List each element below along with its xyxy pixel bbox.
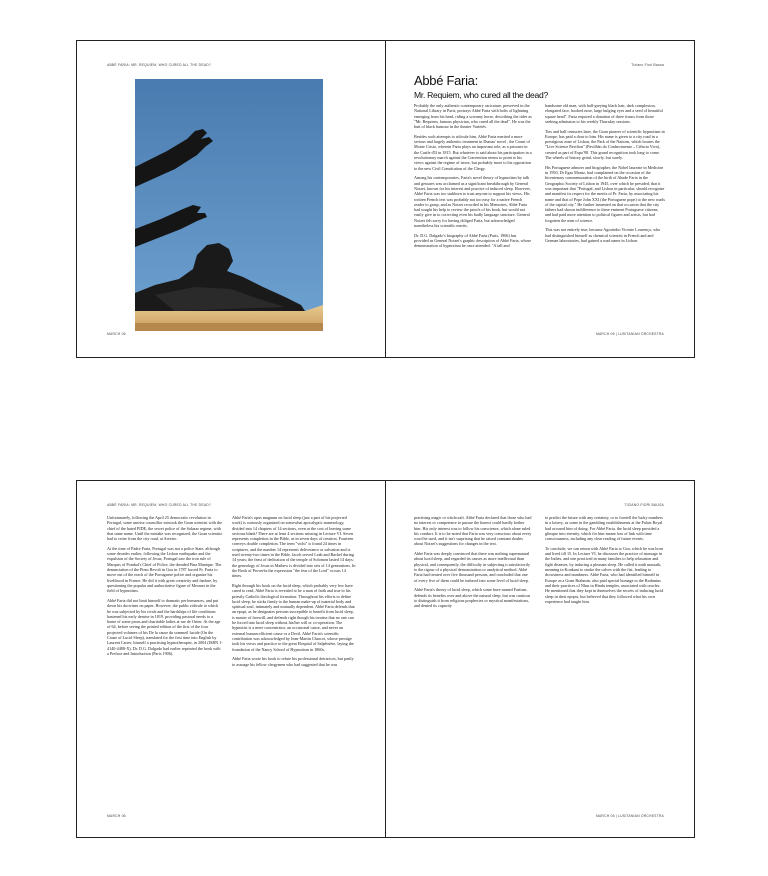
paragraph: At the time of Padre Faria, Portugal was not a police State, although some decades earlier, following the Lisbon earthquake and the expulsion of the Society of Jesus, Portugal saw the iron rule of Marquis of Pombal's Chief of Police, the dreaded Pina Manique. The denunciation of the Pinto Revolt in Goa in 1787 forced Fr. Faria to move out of the reach of the Portuguese police and organize his livelihood in France. He did it with great creativity and fanfare, by questioning the popular and authoritative figure of Mesmer in the field of hypnotism. bbox=[107, 545, 222, 594]
text-column-2 bbox=[232, 515, 356, 671]
statue-photo bbox=[135, 79, 323, 331]
paragraph: to predict the future with any certainty, or to foretell the lucky numbers in a lottery, as some in the gambling establishments at the Palais Royal had accused him of doing. For Abbé Faria, the lucid sleep provided a glimpse into eternity, which for him meant loss of link with time consciousness, including any clear reading of future events. bbox=[545, 515, 663, 542]
text-column-1 bbox=[107, 515, 223, 661]
paragraph: Dr. D.G. Dalgado's biography of Abbé Faria (Paris, 1906) has provided as General Noizet's graphic description of Abbé Faria, whose demonstration of hypnotism he once attended: "A tall and bbox=[414, 232, 532, 249]
paragraph: Abbé Faria was deeply convinced that there was nothing supernatural about lucid sleep, and regarded its causes as more intellectual than physical, and consequently, the difficulty in subjecting it satisfactorily to the rigour of a physical demonstration or analytical method. Abbé Faria had treated over five thousand persons, and concluded that one of every five of them could be induced into some level of lucid sleep. bbox=[414, 551, 531, 583]
paragraph: Among his contemporaries, Faria's novel theory of hypnotism by talk and gestures was acclaimed as a significant breakthrough by General Noizet, known for his interest and practice of induced sleep. However, Abbé Faria was too stubborn to trust anyone to support his views. His written French text was probably not too easy for a native French reader to grasp, and as Noizet recorded in his Memoires, Abbé Faria had sought his help to review the proofs of his book, but would not easily give in to correcting even his badly language structure. General Noizet felt sorry for having obliged Faria, but acknowledged nonetheless his scientific merits. bbox=[414, 175, 531, 229]
text-column-1 bbox=[414, 515, 532, 613]
article-subtitle: Mr. Requiem, who cured all the dead? bbox=[414, 90, 548, 100]
paragraph: Besides such attempts to ridicule him, Abbé Faria merited a more serious and largely authentic treatment in Dumas' novel , the Count of Monte Cristo, wherein Faria plays an important role, as a prisoner in the Castle d'If in 1815. But whatever is said about his participation in a revolutionary march against the Convention seems to point to his views against the regime of terror, but probably more to his opposition to the new Civil Constitution of the Clergy. bbox=[414, 133, 532, 171]
text-column-2 bbox=[545, 515, 665, 609]
paragraph: His Portuguese admirer and biographer, the Nobel laureate in Medicine in 1950, Dr Egas Moniz, had complained on the occasion of the bicentenary commemoration of the birth of Abade Faria in the Geographic Society of Lisbon in 1945, over which he presided, that it was important that "Portugal, and Lisbon in particular, should recognize and manifest its respect for the merits of Pr. Faria, by associating his name and that of Pope John XXI (the Portuguese pope) to the new roads of the capital city." He further lamented on that occasion that the city fathers had shown indifference to these eminent Portuguese citizens, and had paid more attention to political figures and artists, but had forgotten the men of science. bbox=[545, 164, 665, 223]
article-title: Abbé Faria: bbox=[414, 73, 478, 88]
running-head: TIZIANO FIORI BAUSA bbox=[624, 503, 664, 507]
running-head: Tiziano Fiori Bausa bbox=[631, 63, 664, 67]
statue-hands-image bbox=[135, 79, 323, 331]
page-left-1 bbox=[77, 41, 385, 357]
paragraph: Abbé Faria wrote his book to refute his professional detractors, but partly to assuage his fellow clergymen who had suggested that he was bbox=[232, 656, 354, 667]
paragraph: Abbé Faria's opus magnum on lucid sleep (just a part of his projected work) is curiously organized on somewhat apocalyptic numerology, divided into 14 chapters of 14 sections, even at the cost of leaving some sections blank! There are at least 4 sections missing in Lecture VI. Seven represents completion in the Bible, as in seven days of creation. Fourteen conveys double completion. The term "vichi" is found 24 times in scriptures, and the number 14 represents deliverance or salvation and is used twenty-two times in the Bible. Jacob served Leah and Rachel during 14 years; the feast of dedication of the temple of Solomon lasted 14 days; the genealogy of Jesus in Mathew is divided into sets of 14 generations. In the Book of Proverbs the expression "the fear of the Lord" occurs 14 times. bbox=[232, 515, 356, 579]
paragraph: Abbé Faria's theory of lucid sleep, which some have named Fariism, defends its benefits over and above the natural sleep, but was cautious to distinguish it from religious prophecies or mystical manifestations, and denied its capacity bbox=[414, 587, 531, 609]
paragraph: Abbé Faria did not limit himself to dramatic performances, and put down his doctrines on paper. However, the public ridicule to which he was subjected by his rivals and the hardships of life conditions hastened his early demise in 1819, providing pastoral needs to a home of some pious and charitable ladies at rue de Ortier. At the age of 64, before seeing the printed edition of the first of the four projected volumes of his De la cause du sommeil lucide (On the Cause of Lucid Sleep), translated for the first time into English by Laurent Carrer, himself a practising hypnotherapist, in 2004 (ISBN 1-4140-4488-X). Dr. D.G. Dalgado had earlier reprinted the book with a Preface and Introduction (Paris 1906). bbox=[107, 597, 223, 656]
page-right-2 bbox=[386, 481, 694, 837]
paragraph: To conclude, we can return with Abbé Faria to Goa, which he was born and lived till 15. In Lecture VI, he discusses the practice of massage in the Indies, and one practiced in many families to help relaxation and fight diseases, by inducing a pleasant sleep. He called it midi massaik, meaning in Konkani to stroke the calves with the fist, leading to drowsiness and numbness. Abbé Faria, who had identified himself in Europe as a Goan Brahmin, also paid special homage to the Brahmins and their practices of Nhas in Hindu temples, associated with oracles. He mentioned that they kept in themselves the secrets of inducing lucid sleep in their epopts, but believed that they followed what his own experience had taught him. bbox=[545, 545, 664, 604]
paragraph: Right through his book on the lucid sleep, which probably very few have cared to read, Abbé Faria is revealed to be a man of faith and true to his priestly Catholic theological formation. Throughout his efforts to define lucid sleep, he sticks firmly to the human make-up of material body and spiritual soul, intimately and mutually dependent. Abbé Faria defends that an epopt, as he designates persons susceptible to benefit from lucid sleep, is master of freewill, and defends right though his treatise that no one can be forced into lucid sleep without his/her will or co-operation. The hypnotist is a mere concentrator, an occasional cause, and never an external human efficient cause or a Devil. Abbé Faria's scientific contribution was acknowledged by Jean-Martin Charcot, whose prestige took his views and practice to the great Hospital of Salpêtrière, laying the foundation of the Nancy School of Hypnotism in 1860s. bbox=[232, 582, 355, 652]
paragraph: Probably the only authentic contemporary caricature, preserved in the National Library in Paris, portrays Abbé Faria with bolts of lightning emerging from his head, riding a screamy horse, describing the rider as "Mr. Requiem, famous physician, who cured all the dead". He was the butt of black humour in the theater Varietés. bbox=[414, 103, 532, 130]
paragraph: handsome old man, with half-greying black hair, dark complexion, elongated face, hooked nose, large bulging eyes and a seed of beautiful square head". Faria required a donation of three francs from those seeking admission to his weekly Thursday sessions. bbox=[545, 103, 663, 124]
folio: MARCH 06 | LUSITANIAN ORCHESTRA bbox=[595, 332, 664, 336]
folio: MARCH 06 bbox=[107, 814, 126, 818]
running-head: ABBÉ FARIA: MR. REQUIEM, WHO CURED ALL THE DEAD? bbox=[107, 63, 211, 67]
paragraph: practising magic or witchcraft. Abbé Faria declared that those who had no interest or competence to pursue the honest could hardly bother him. His only interest was to follow his conscience, which alone ruled his conduct. It is to be noted that Faria was very conscious about every word he used, and it isn't surprising that he raised constant doubts about Noizet's suggestions for changes in the text. bbox=[414, 515, 532, 547]
text-column-2 bbox=[545, 103, 665, 248]
paragraph: Ties and half centuries later, the Goan pioneer of scientific hypnotism in Europe, has paid a dour to him. His name is given to a city road in a prestigious zone of Lisbon, the Park of the Nations, which houses the "Live Science Pavilion" (Pavilhão do Conhecimento – Ciência Viva), created as part of Expo'98. This grand recognition took long to come. The wheels of history grind, slowly, but surely. bbox=[545, 128, 665, 161]
paragraph: This was not entirely true, because Agostinho Vicente Lourenço, who had distinguished himself as chemical scientist in French and and German laboratories, had gained a road name in Lisbon. bbox=[545, 227, 661, 243]
spread-bottom bbox=[76, 480, 695, 838]
page-left-2 bbox=[77, 481, 385, 837]
folio: MARCH 06 bbox=[107, 332, 126, 336]
text-column-1 bbox=[414, 103, 532, 253]
paragraph: Unfortunately, following the April 25 democratic revolution in Portugal, some unwise councillor mistook the Goan scientist with the chief of the hated PIDE, the secret police of the Salazar regime, with that same name. Until the mistake was recognized, the Goan scientist had to retire from the city road, at Areeiro. bbox=[107, 515, 223, 542]
folio: MARCH 06 | LUSITANIAN ORCHESTRA bbox=[595, 814, 664, 818]
page-right-1 bbox=[386, 41, 694, 357]
spread-top bbox=[76, 40, 695, 358]
running-head: ABBÉ FARIA: MR. REQUIEM, WHO CURED ALL THE DEAD? bbox=[107, 503, 211, 507]
